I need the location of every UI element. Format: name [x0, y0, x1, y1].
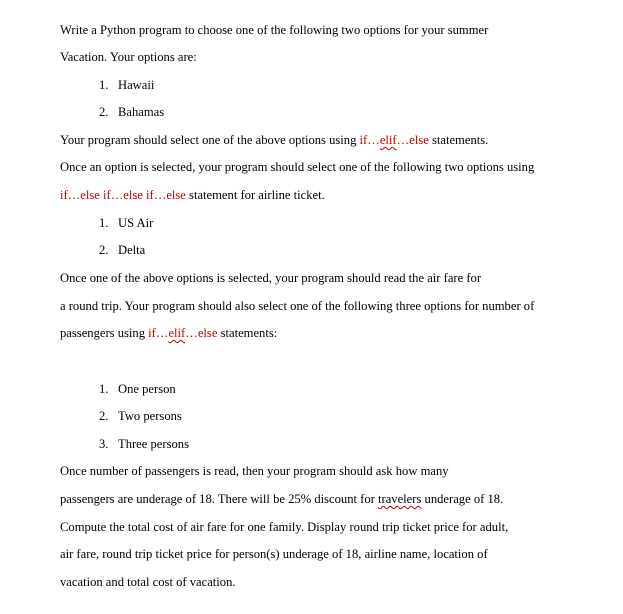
paragraph-line: Once one of the above options is selected, your program should read the air fare for	[60, 271, 482, 285]
list-number: 2.	[99, 409, 109, 423]
text-run: statement for airline ticket.	[185, 188, 325, 202]
paragraph-line: vacation and total cost of vacation.	[60, 575, 236, 589]
code-keyword-elif: elif	[168, 326, 186, 340]
code-keyword: if…	[148, 326, 169, 340]
list-label: Bahamas	[118, 105, 165, 119]
paragraph-line: Write a Python program to choose one of the following two options for your summer	[60, 23, 489, 37]
text-run: Your program should select one of the above options using	[60, 133, 360, 147]
paragraph-line: Once an option is selected, your program should select one of the following two options using	[60, 160, 535, 174]
code-keyword: if…else if…else if…else	[60, 188, 186, 202]
text-run: passengers are underage of 18. There will be 25% discount for	[60, 492, 379, 506]
paragraph-line: Vacation. Your options are:	[60, 50, 197, 64]
paragraph-line: air fare, round trip ticket price for person(s) underage of 18, airline name, location of	[60, 547, 488, 561]
paragraph-line: a round trip. Your program should also select one of the following three options for number of	[60, 299, 535, 313]
list-number: 1.	[99, 216, 109, 230]
code-keyword: if…	[359, 133, 380, 147]
list-label: US Air	[118, 216, 154, 230]
list-label: Two persons	[118, 409, 182, 423]
list-label: Three persons	[118, 437, 189, 451]
code-keyword-elif: elif	[379, 133, 397, 147]
code-keyword: …else	[396, 133, 429, 147]
paragraph-line	[60, 491, 503, 507]
paragraph-line	[60, 187, 325, 203]
list-number: 1.	[99, 382, 109, 396]
paragraph-line	[60, 132, 488, 148]
list-label: Delta	[118, 243, 146, 257]
text-run: statements.	[428, 133, 489, 147]
paragraph-line: Compute the total cost of air fare for one family. Display round trip ticket price for adult,	[60, 520, 509, 534]
paragraph-line	[60, 325, 277, 341]
list-number: 1.	[99, 78, 109, 92]
paragraph-line: Once number of passengers is read, then your program should ask how many	[60, 464, 449, 478]
text-run: underage of 18.	[421, 492, 504, 506]
misspelled-word: travelers	[378, 492, 422, 506]
list-label: One person	[118, 382, 176, 396]
list-number: 2.	[99, 243, 109, 257]
list-number: 2.	[99, 105, 109, 119]
code-keyword: …else	[185, 326, 218, 340]
text-run: passengers using	[60, 326, 149, 340]
text-run: statements:	[217, 326, 278, 340]
list-label: Hawaii	[118, 78, 155, 92]
list-number: 3.	[99, 437, 109, 451]
